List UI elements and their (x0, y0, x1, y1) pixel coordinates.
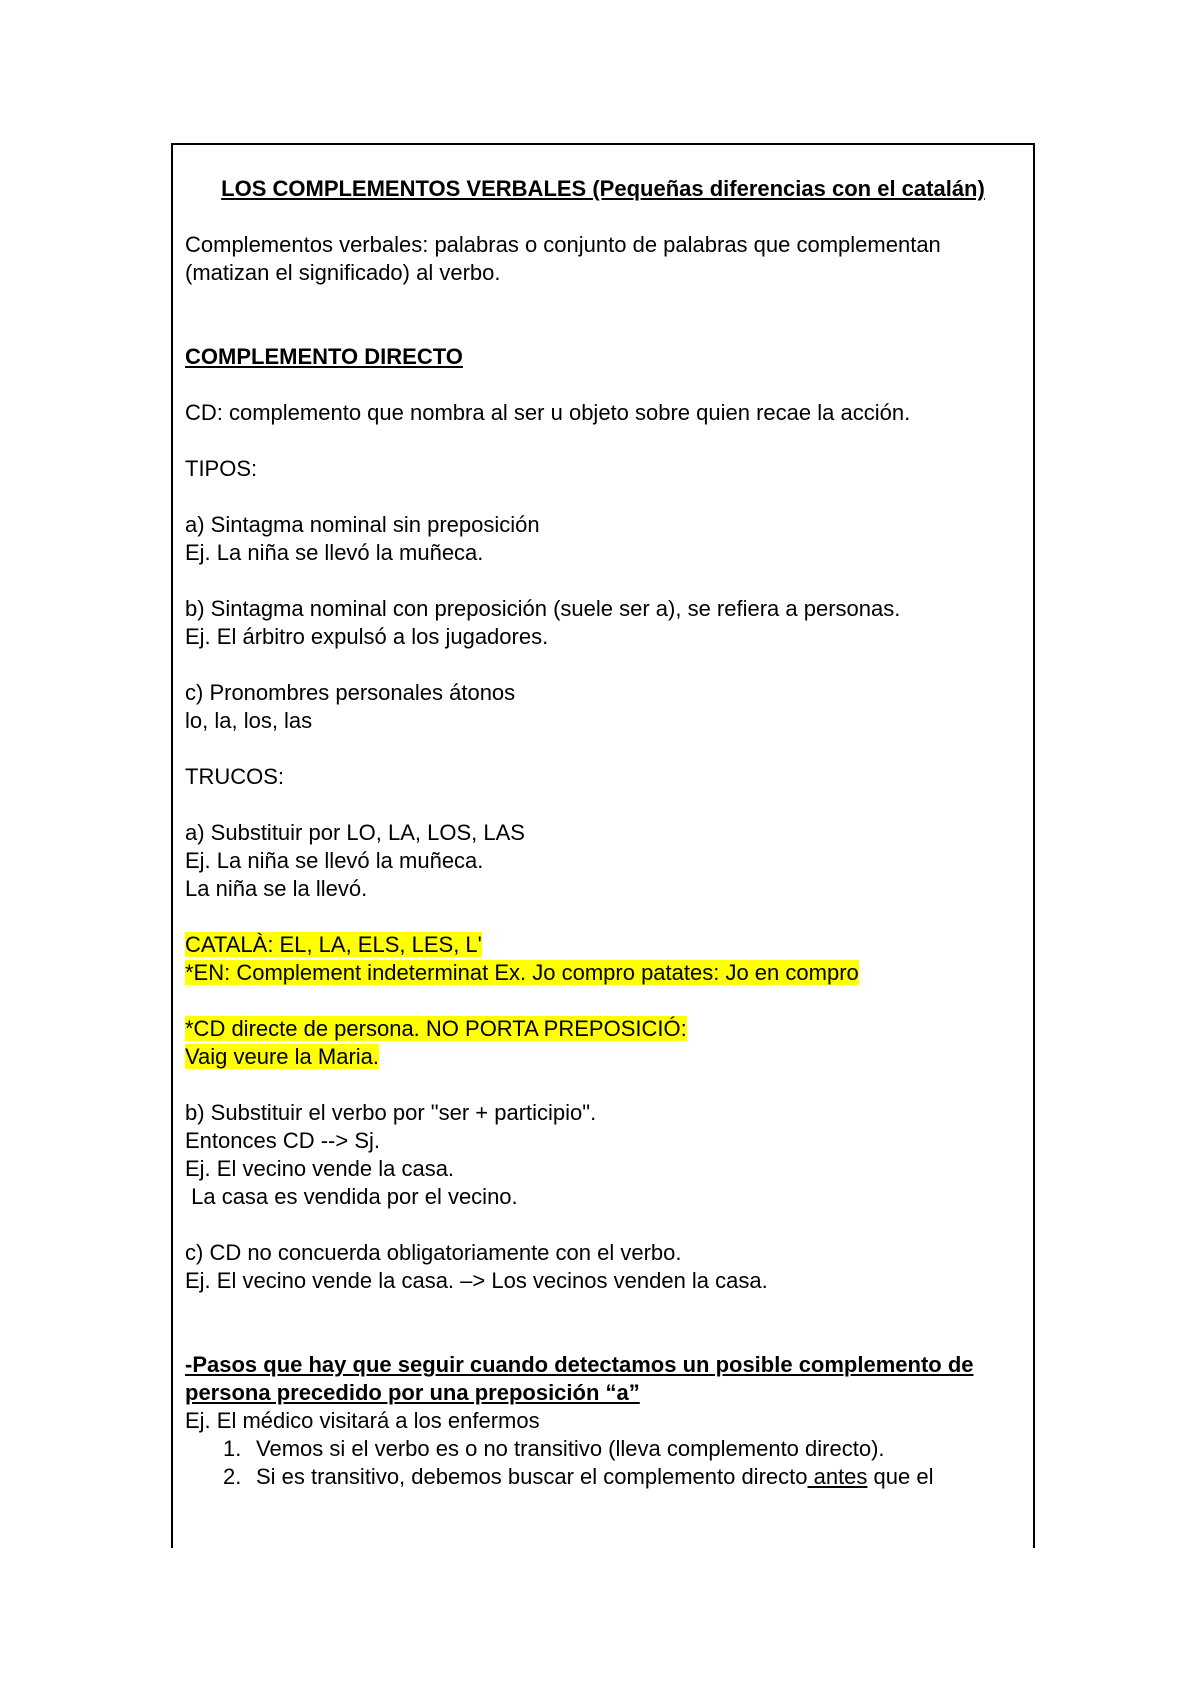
truco-item: c) CD no concuerda obligatoriamente con el verbo. (185, 1240, 682, 1265)
highlighted-catalan-note: Vaig veure la Maria. (185, 1044, 380, 1069)
list-number: 1. (223, 1436, 242, 1461)
pasos-example: Ej. El médico visitará a los enfermos (185, 1408, 540, 1433)
tipo-item: b) Sintagma nominal con preposición (suele ser a), se refiera a personas. (185, 596, 901, 621)
document-frame (171, 143, 1035, 1548)
section-heading-pasos: -Pasos que hay que seguir cuando detectamos un posible complemento de persona precedido por una preposición “a” (185, 1352, 974, 1405)
tipos-label: TIPOS: (185, 456, 258, 481)
list-item-text: Vemos si el verbo es o no transitivo (lleva complemento directo). (256, 1436, 885, 1461)
tipo-example: lo, la, los, las (185, 708, 313, 733)
spacer (185, 567, 1021, 595)
list-item-text: que el (867, 1464, 934, 1489)
truco-example: Ej. La niña se llevó la muñeca. (185, 848, 484, 873)
spacer (185, 483, 1021, 511)
spacer (185, 1323, 1021, 1351)
spacer (185, 651, 1021, 679)
spacer (185, 735, 1021, 763)
list-item (223, 1435, 1021, 1463)
section-heading-cd: COMPLEMENTO DIRECTO (185, 344, 463, 369)
truco-item: a) Substituir por LO, LA, LOS, LAS (185, 820, 525, 845)
highlighted-catalan-note: CATALÀ: EL, LA, ELS, LES, L' (185, 932, 482, 957)
trucos-label: TRUCOS: (185, 764, 284, 789)
spacer (185, 315, 1021, 343)
tipo-example: Ej. El árbitro expulsó a los jugadores. (185, 624, 549, 649)
tipo-item: a) Sintagma nominal sin preposición (185, 512, 540, 537)
spacer (185, 371, 1021, 399)
underlined-word: antes (807, 1464, 868, 1489)
highlighted-catalan-note: *EN: Complement indeterminat Ex. Jo compro patates: Jo en compro (185, 960, 859, 985)
list-item-text: Si es transitivo, debemos buscar el complemento directo (256, 1464, 808, 1489)
tipo-item: c) Pronombres personales átonos (185, 680, 516, 705)
truco-item: b) Substituir el verbo por "ser + participio". (185, 1100, 597, 1125)
spacer (185, 203, 1021, 231)
list-item (223, 1463, 1021, 1491)
truco-example: La casa es vendida por el vecino. (185, 1184, 518, 1209)
truco-example: Ej. El vecino vende la casa. (185, 1156, 455, 1181)
truco-example: Ej. El vecino vende la casa. –> Los vecinos venden la casa. (185, 1268, 768, 1293)
spacer (185, 987, 1021, 1015)
spacer (185, 903, 1021, 931)
highlighted-catalan-note: *CD directe de persona. NO PORTA PREPOSICIÓ: (185, 1016, 687, 1041)
spacer (185, 427, 1021, 455)
spacer (185, 1071, 1021, 1099)
truco-example: La niña se la llevó. (185, 876, 368, 901)
intro-text: (matizan el significado) al verbo. (185, 260, 501, 285)
document-title: LOS COMPLEMENTOS VERBALES (Pequeñas diferencias con el catalán) (221, 176, 985, 201)
cd-definition: CD: complemento que nombra al ser u objeto sobre quien recae la acción. (185, 400, 911, 425)
list-number: 2. (223, 1464, 242, 1489)
document-body (185, 175, 1021, 1491)
spacer (185, 1295, 1021, 1323)
steps-list (185, 1435, 1021, 1491)
truco-item: Entonces CD --> Sj. (185, 1128, 381, 1153)
spacer (185, 1211, 1021, 1239)
spacer (185, 791, 1021, 819)
spacer (185, 287, 1021, 315)
tipo-example: Ej. La niña se llevó la muñeca. (185, 540, 484, 565)
intro-text: Complementos verbales: palabras o conjunto de palabras que complementan (185, 232, 941, 257)
